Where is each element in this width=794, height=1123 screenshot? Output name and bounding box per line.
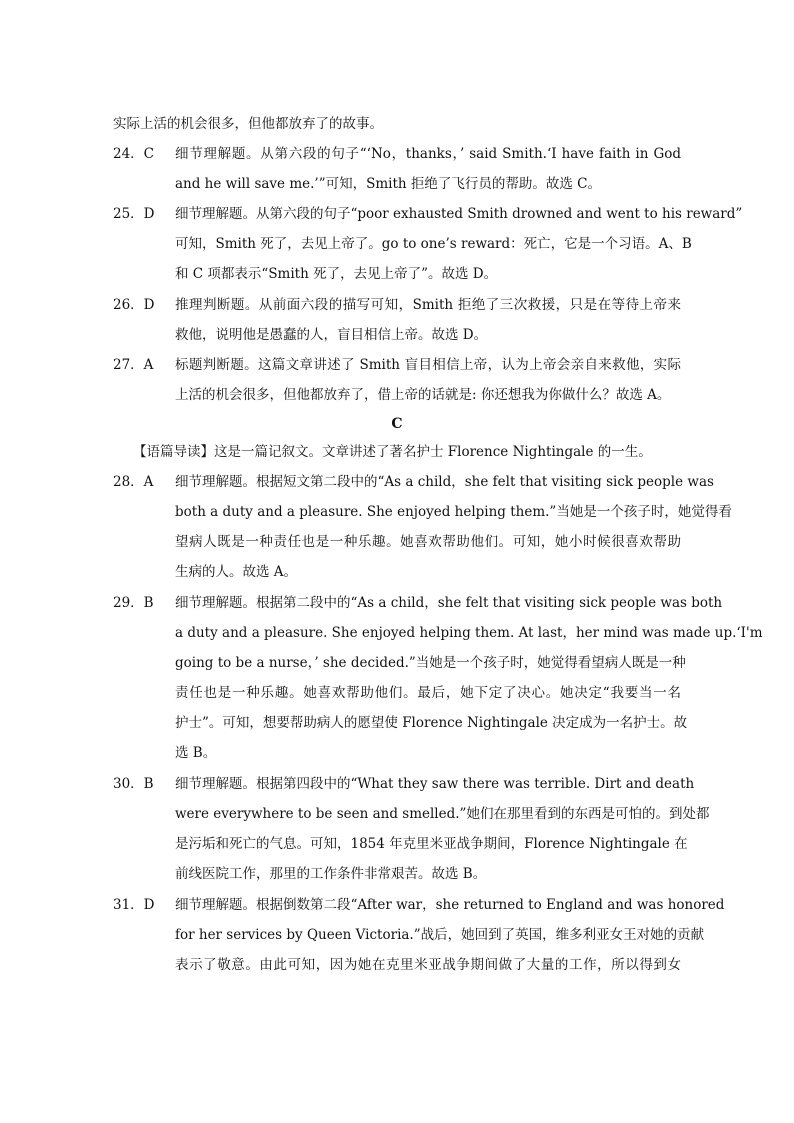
continuation-text: 实际上活的机会很多，但他都放弃了的故事。 — [113, 116, 383, 132]
answer-text-line: 责任也是一种乐趣。她喜欢帮助他们。最后，她下定了决心。她决定“我要当一名 — [175, 685, 681, 701]
answer-29 — [0, 588, 794, 618]
answer-number: 31．D — [113, 897, 155, 913]
answer-text-line: 细节理解题。从第六段的句子“poor exhausted Smith drowned and went to his reward” — [175, 206, 743, 222]
answer-text-line: 望病人既是一种责任也是一种乐趣。她喜欢帮助他们。可知，她小时候很喜欢帮助 — [175, 534, 681, 550]
continuation-line — [0, 109, 794, 139]
answer-28-line-4 — [0, 557, 794, 587]
answer-text-line: 细节理解题。根据第四段中的“What they saw there was terrible. Dirt and death — [175, 776, 695, 792]
answer-26 — [0, 290, 794, 320]
answer-text-line: 标题判断题。这篇文章讲述了 Smith 盲目相信上帝，认为上帝会亲自来救他，实际 — [175, 357, 681, 373]
answer-28-line-3 — [0, 527, 794, 557]
answer-text-line: 细节理解题。根据短文第二段中的“As a child，she felt that visiting sick people was — [175, 474, 714, 490]
answer-text-line: both a duty and a pleasure. She enjoyed helping them.”当她是一个孩子时，她觉得看 — [175, 504, 732, 520]
answer-text-line: 前线医院工作，那里的工作条件非常艰苦。故选 B。 — [175, 866, 487, 882]
answer-29-line-5 — [0, 708, 794, 738]
answer-text-line: 推理判断题。从前面六段的描写可知，Smith 拒绝了三次救援，只是在等待上帝来 — [175, 297, 681, 313]
answer-29-line-3 — [0, 648, 794, 678]
answer-29-line-2 — [0, 618, 794, 648]
answer-text-line: 细节理解题。根据第二段中的“As a child，she felt that visiting sick people was both — [175, 595, 723, 611]
answer-31-line-3 — [0, 950, 794, 980]
answer-30-line-2 — [0, 799, 794, 829]
answer-text-line: were everywhere to be seen and smelled.”她们在那里看到的东西是可怕的。到处都 — [175, 806, 710, 822]
reading-guide: 【语篇导读】这是一篇记叙文。文章讲述了著名护士 Florence Nightingale 的一生。 — [133, 444, 652, 460]
answer-26-line-2 — [0, 320, 794, 350]
answer-text-line: 护士”。可知，想要帮助病人的愿望使 Florence Nightingale 决定成为一名护士。故 — [175, 715, 688, 731]
answer-29-line-6 — [0, 738, 794, 768]
answer-number: 29．B — [113, 595, 154, 611]
answer-text-line: 表示了敬意。由此可知，因为她在克里米亚战争期间做了大量的工作，所以得到女 — [175, 957, 681, 973]
answer-text-line: 和 C 项都表示“Smith 死了，去见上帝了”。故选 D。 — [175, 266, 498, 282]
answer-text-line: 上活的机会很多，但他都放弃了，借上帝的话就是: 你还想我为你做什么？故选 A。 — [175, 387, 671, 403]
answer-25 — [0, 199, 794, 229]
answer-27 — [0, 350, 794, 380]
answer-28-line-2 — [0, 497, 794, 527]
answer-text-line: a duty and a pleasure. She enjoyed helping them. At last，her mind was made up.‘I'm — [175, 625, 763, 641]
answer-text-line: 生病的人。故选 A。 — [175, 564, 298, 580]
answer-text-line: for her services by Queen Victoria.”战后，她回到了英国，维多利亚女王对她的贡献 — [175, 927, 705, 943]
reading-guide-line — [0, 437, 794, 467]
answer-text-line: 细节理解题。根据倒数第二段“After war，she returned to England and was honored — [175, 897, 725, 913]
answer-text-line: 可知，Smith 死了，去见上帝了。go to one’s reward：死亡，它是一个习语。A、B — [175, 236, 692, 252]
answer-25-line-2 — [0, 229, 794, 259]
answer-31 — [0, 890, 794, 920]
answer-24 — [0, 139, 794, 169]
answer-text-line: and he will save me.’”可知，Smith 拒绝了飞行员的帮助。故选 C。 — [175, 176, 602, 192]
answer-30 — [0, 769, 794, 799]
answer-text-line: 是污垢和死亡的气息。可知，1854 年克里米亚战争期间，Florence Nightingale 在 — [175, 836, 688, 852]
answer-number: 26．D — [113, 297, 155, 313]
answer-number: 28．A — [113, 474, 154, 490]
answer-number: 27．A — [113, 357, 154, 373]
answer-text-line: 救他，说明他是愚蠢的人，盲目相信上帝。故选 D。 — [175, 327, 488, 343]
answer-30-line-3 — [0, 829, 794, 859]
answer-29-line-4 — [0, 678, 794, 708]
answer-30-line-4 — [0, 859, 794, 889]
answer-text-line: going to be a nurse，’ she decided.”当她是一个孩子时，她觉得看望病人既是一种 — [175, 655, 686, 671]
answer-31-line-2 — [0, 920, 794, 950]
answer-28 — [0, 467, 794, 497]
answer-number: 25．D — [113, 206, 155, 222]
answer-number: 24．C — [113, 146, 155, 162]
answer-25-line-3 — [0, 259, 794, 289]
answer-text-line: 选 B。 — [175, 745, 217, 761]
section-heading: C — [391, 416, 403, 432]
answer-24-line-2 — [0, 169, 794, 199]
answer-27-line-2 — [0, 380, 794, 410]
answer-number: 30．B — [113, 776, 154, 792]
answer-text-line: 细节理解题。从第六段的句子“‘No，thanks，’ said Smith.‘I have faith in God — [175, 146, 681, 162]
